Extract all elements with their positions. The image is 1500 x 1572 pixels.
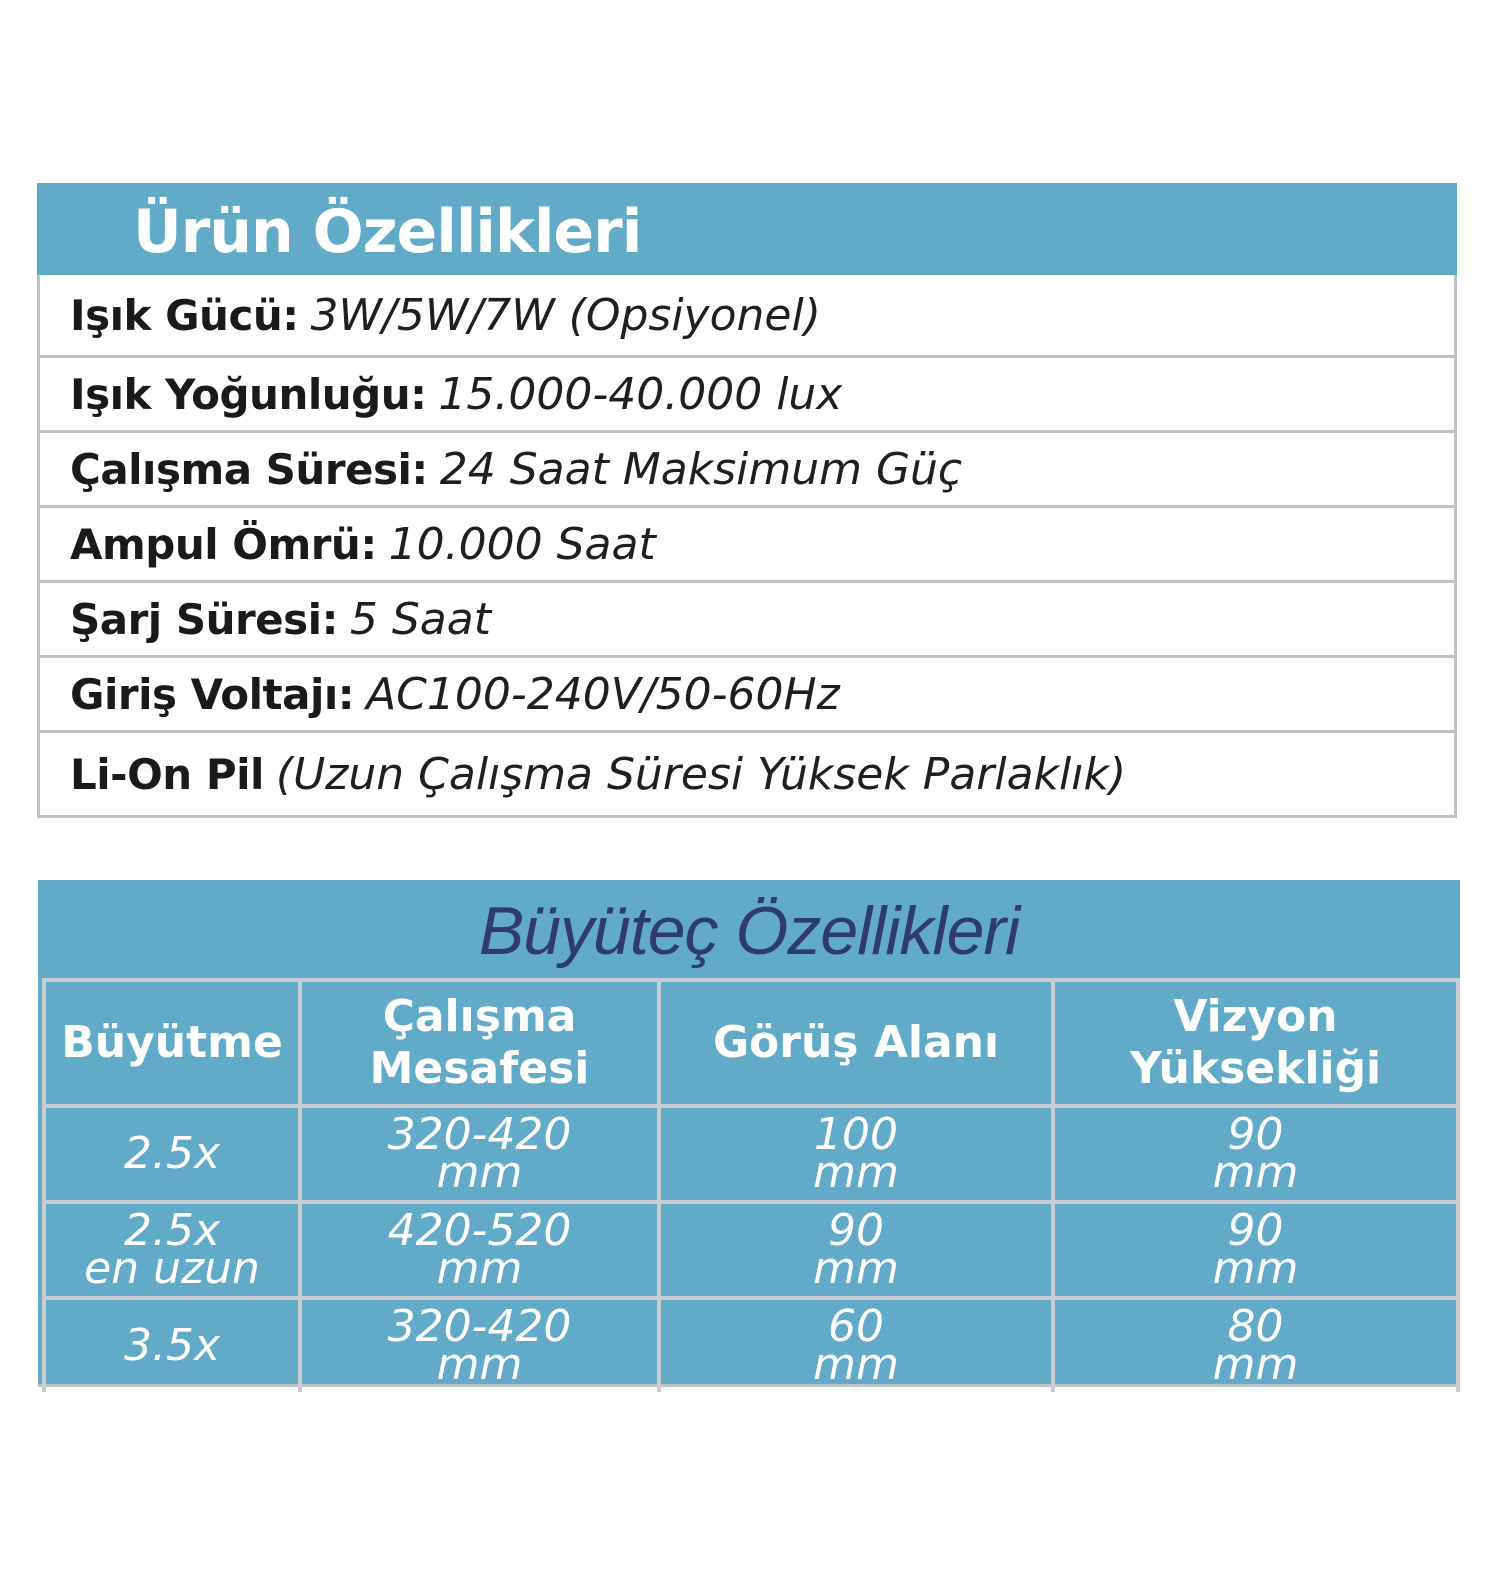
- spec-row-battery: [40, 730, 1454, 815]
- magnifier-features-title: Büyüteç Özellikleri: [478, 893, 1020, 969]
- table-cell: 100 mm: [659, 1106, 1053, 1202]
- spec-row-light-power: [40, 275, 1454, 355]
- spec-row-input-voltage: [40, 655, 1454, 730]
- spec-value: 3W/5W/7W (Opsiyonel): [310, 289, 821, 341]
- spec-row-operating-time: [40, 430, 1454, 505]
- product-features-list: [37, 275, 1457, 818]
- spec-label: Li-On Pil: [70, 749, 264, 799]
- spec-label: Şarj Süresi:: [70, 594, 338, 644]
- table-cell: 420-520 mm: [300, 1202, 659, 1298]
- spec-value: 5 Saat: [349, 593, 491, 645]
- spec-label: Işık Gücü:: [70, 290, 299, 340]
- spec-value: 15.000-40.000 lux: [438, 368, 843, 420]
- magnifier-table: [42, 978, 1460, 1392]
- table-cell: 90 mm: [1053, 1106, 1458, 1202]
- spec-row-charge-time: [40, 580, 1454, 655]
- table-header-row: [44, 980, 1458, 1106]
- spec-row-bulb-life: [40, 505, 1454, 580]
- spec-label: Çalışma Süresi:: [70, 444, 428, 494]
- spec-label: Ampul Ömrü:: [70, 519, 377, 569]
- column-header-field-of-view: Görüş Alanı: [659, 980, 1053, 1106]
- table-row: [44, 1298, 1458, 1392]
- table-cell: 320-420 mm: [300, 1106, 659, 1202]
- column-header-magnification: Büyütme: [44, 980, 300, 1106]
- product-features-panel: [37, 183, 1457, 818]
- table-cell: 80 mm: [1053, 1298, 1458, 1392]
- spec-row-light-intensity: [40, 355, 1454, 430]
- spec-value: 24 Saat Maksimum Güç: [439, 443, 963, 495]
- spec-value: AC100-240V/50-60Hz: [366, 668, 840, 720]
- table-cell: 90 mm: [1053, 1202, 1458, 1298]
- table-cell: 320-420 mm: [300, 1298, 659, 1392]
- spec-label: Işık Yoğunluğu:: [70, 369, 427, 419]
- table-cell: 90 mm: [659, 1202, 1053, 1298]
- product-features-title: Ürün Özellikleri: [133, 197, 642, 267]
- spec-value: (Uzun Çalışma Süresi Yüksek Parlaklık): [275, 748, 1127, 800]
- table-cell: 2.5x: [44, 1106, 300, 1202]
- spec-value: 10.000 Saat: [388, 518, 656, 570]
- spec-label: Giriş Voltajı:: [70, 669, 355, 719]
- table-row: [44, 1202, 1458, 1298]
- table-cell: 2.5x en uzun: [44, 1202, 300, 1298]
- table-row: [44, 1106, 1458, 1202]
- magnifier-features-panel: [38, 880, 1460, 1390]
- product-features-header: [37, 183, 1457, 275]
- column-header-working-distance: Çalışma Mesafesi: [300, 980, 659, 1106]
- column-header-vision-height: Vizyon Yüksekliği: [1053, 980, 1458, 1106]
- table-cell: 3.5x: [44, 1298, 300, 1392]
- table-cell: 60 mm: [659, 1298, 1053, 1392]
